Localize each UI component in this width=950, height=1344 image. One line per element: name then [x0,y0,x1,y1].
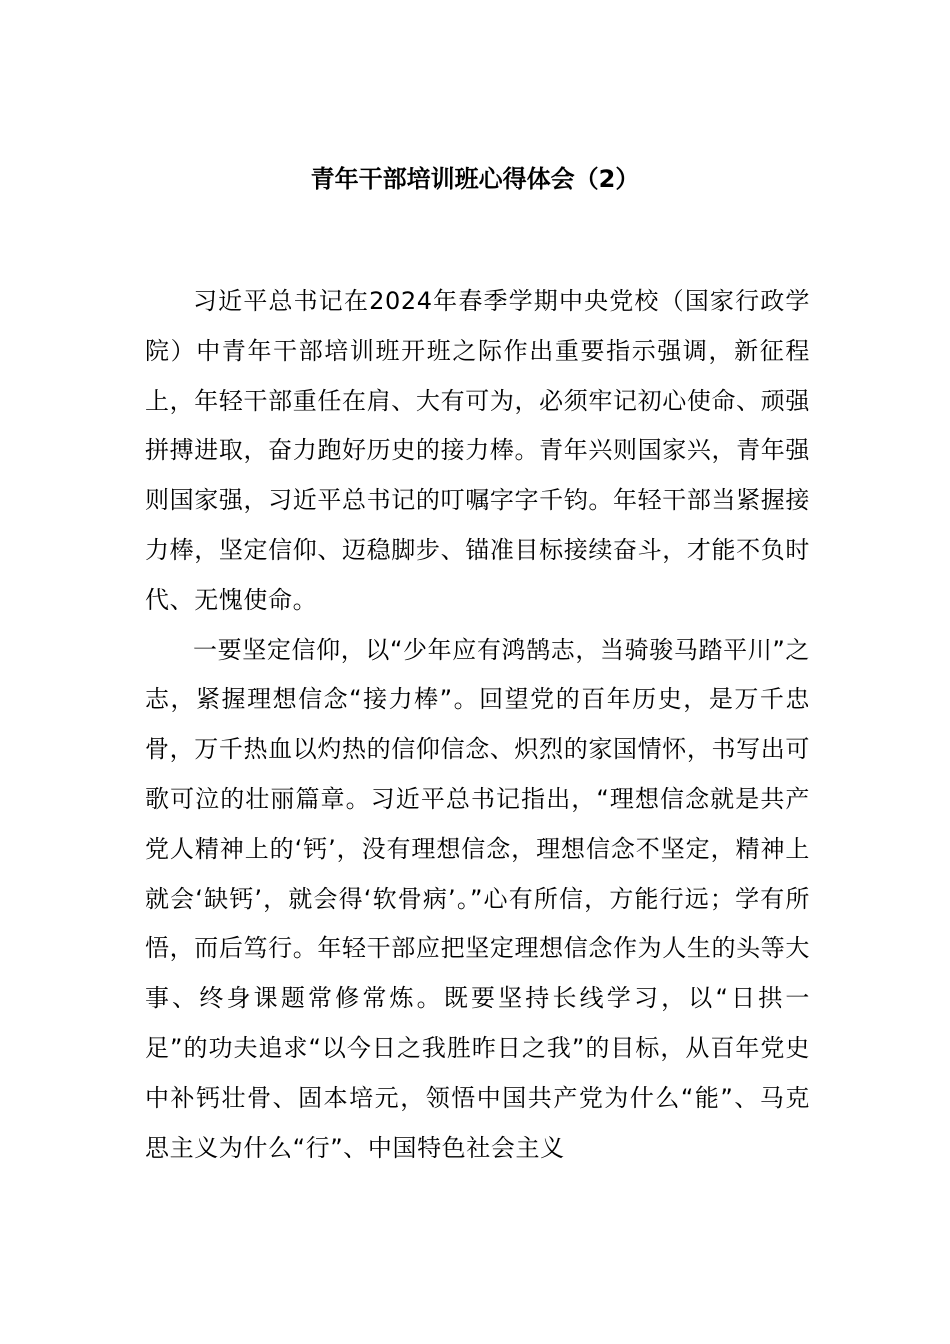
document-body [145,277,810,1173]
paragraph: 一要坚定信仰，以“少年应有鸿鹄志，当骑骏马踏平川”之志，紧握理想信念“接力棒”。回望党的百年历史，是万千忠骨，万千热血以灼热的信仰信念、炽烈的家国情怀，书写出可歌可泣的壮丽篇章。习近平总书记指出，“理想信念就是共产党人精神上的‘钙’，没有理想信念，理想信念不坚定，精神上就会‘缺钙’，就会得‘软骨病’。”心有所信，方能行远；学有所悟，而后笃行。年轻干部应把坚定理想信念作为人生的头等大事、终身课题常修常炼。既要坚持长线学习，以“日拱一足”的功夫追求“以今日之我胜昨日之我”的目标，从百年党史中补钙壮骨、固本培元，领悟中国共产党为什么“能”、马克思主义为什么“行”、中国特色社会主义 [145,635,810,1162]
paragraph: 习近平总书记在2024年春季学期中央党校（国家行政学院）中青年干部培训班开班之际作出重要指示强调，新征程上，年轻干部重任在肩、大有可为，必须牢记初心使命、顽强拼搏进取，奋力跑好历史的接力棒。青年兴则国家兴，青年强则国家强，习近平总书记的叮嘱字字千钧。年轻干部当紧握接力棒，坚定信仰、迈稳脚步、锚准目标接续奋斗，才能不负时代、无愧使命。 [145,287,810,614]
document-title: 青年干部培训班心得体会（2） [310,165,640,193]
